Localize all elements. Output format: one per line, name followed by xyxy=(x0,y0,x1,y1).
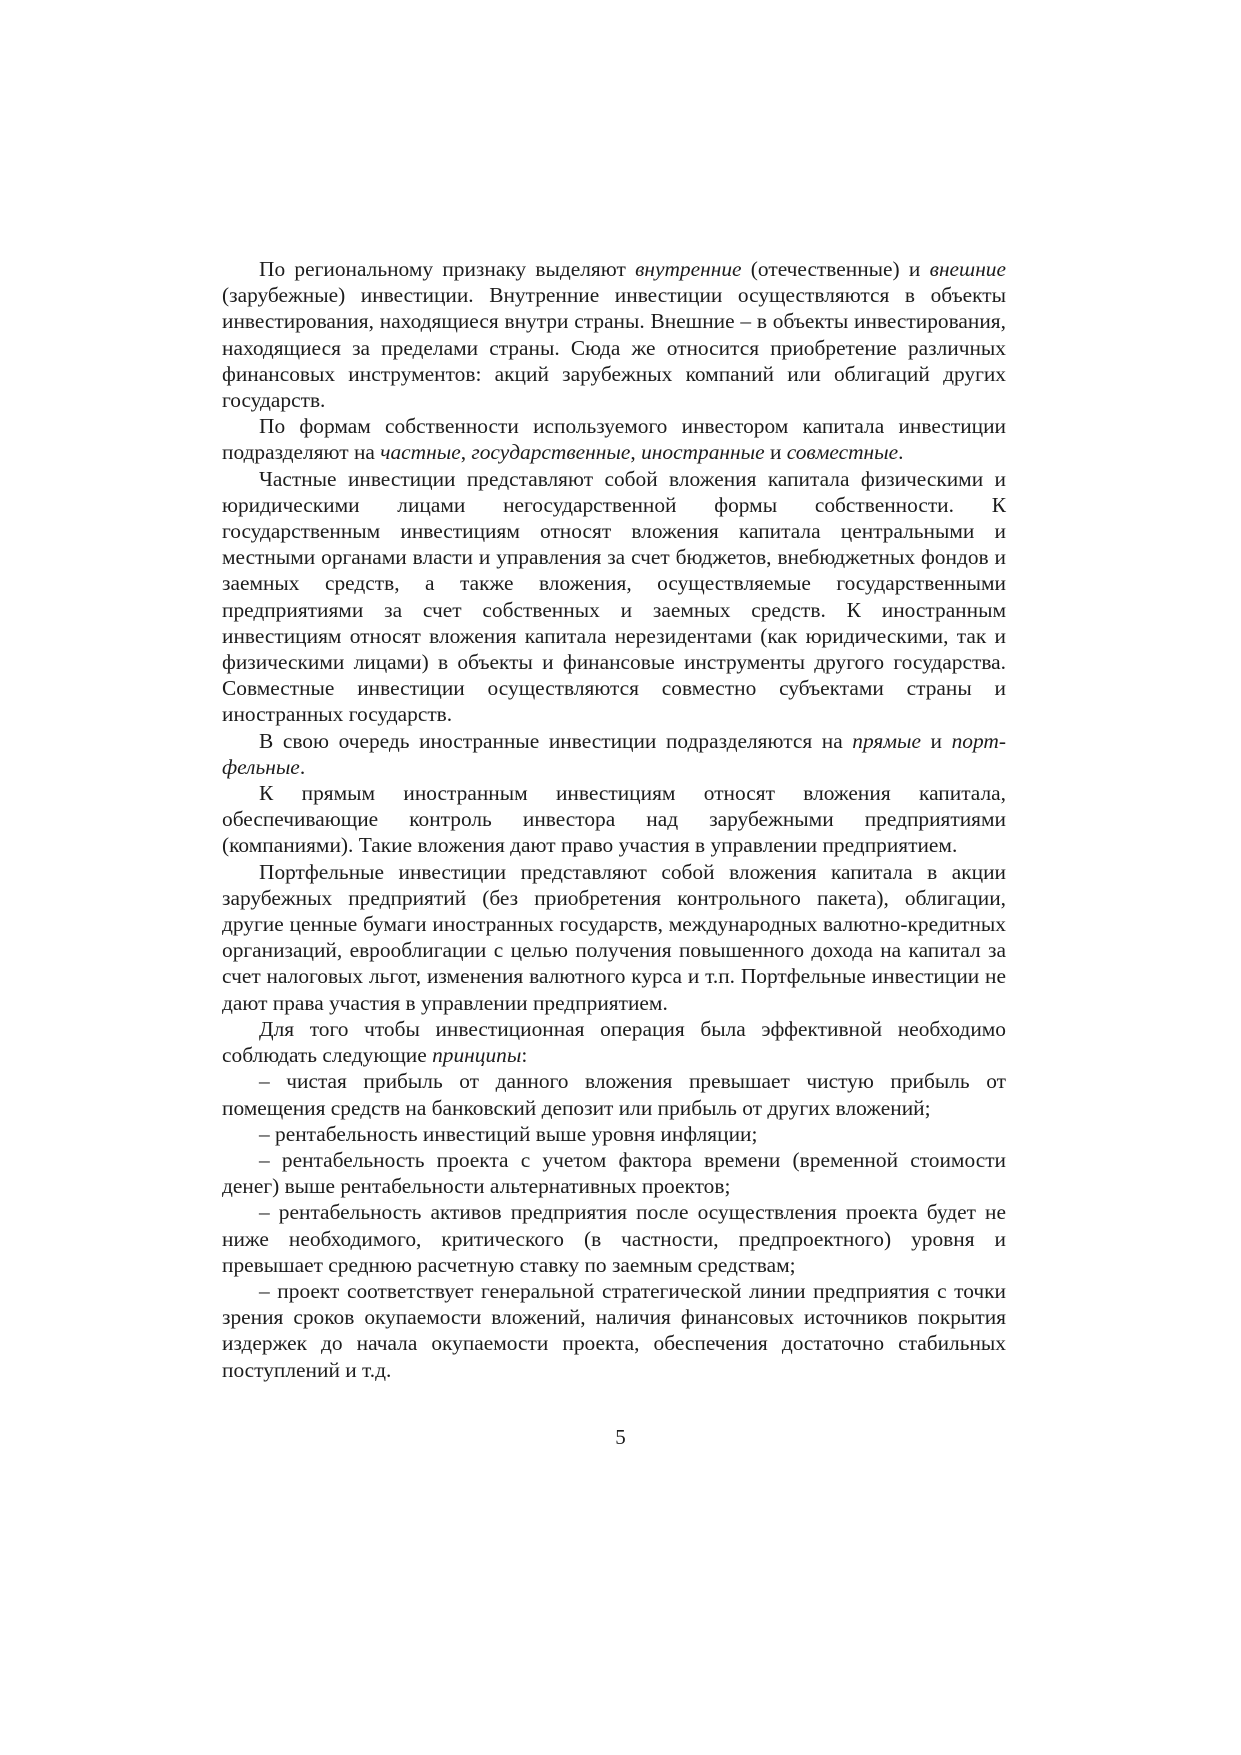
paragraph-private-investments: Частные инвестиции представляют собой вложения капитала физическими и юридическими лицами негосударственной формы собственности. К государственным инвестициям относят вложения капитала центральными и местными органами власти и управления за счет бюджетов, внебюджетных фондов и заемных средств, а также вложения, осуществляемые государственными предприятиями за счет собственных и заемных средств. К иностранным инвестициям относят вложения капитала нерезидентами (как юридическими, так и физическими лицами) в объекты и финансовые инструменты другого государства. Совместные инвестиции осуществляются совместно субъектами страны и иностранных государств. xyxy=(222,466,1006,727)
text-run: По формам собственности используемого инвестором капитала инвестиции подразделяют на xyxy=(222,414,1006,465)
text-run: По региональному признаку выделяют xyxy=(259,257,636,281)
list-item: – чистая прибыль от данного вложения превышает чистую прибыль от помещения средств на банковский депозит или прибыль от других вложений; xyxy=(222,1069,1006,1120)
text-run: (зарубежные) инвестиции. Внутренние инвестиции осуществляются в объекты инвестирования, находящиеся внутри страны. Внешние – в объекты инвестирования, находящиеся за пределами страны. Сюда же относится приобретение различных финансовых инструментов: акций зарубежных компаний или облигаций других государств. xyxy=(222,283,1006,413)
term-private: частные xyxy=(380,440,461,465)
paragraph-ownership-forms xyxy=(222,413,1006,465)
text-run: , xyxy=(630,440,642,465)
paragraph-portfolio-investments: Портфельные инвестиции представляют собой вложения капитала в акции зарубежных предприятий (без приобретения контрольного пакета), облигации, другие ценные бумаги иностранных государств, международных валютно-кредитных организаций, еврооблигации с целью получения повышенного дохода на капитал за счет налоговых льгот, изменения валютного курса и т.п. Портфельные инвестиции не дают права участия в управлении предприятием. xyxy=(222,859,1006,1015)
paragraph-foreign-subdivision xyxy=(222,728,1006,780)
paragraph-principles-intro xyxy=(222,1016,1006,1068)
list-item: – рентабельность активов предприятия после осуществления проекта будет не ниже необходимого, критического (в частности, предпроектного) уровня и превышает среднюю расчетную ставку по заемным средствам; xyxy=(222,1200,1006,1277)
body-text xyxy=(222,256,1006,1383)
term-foreign: иностранные xyxy=(641,440,765,465)
text-run: (отечественные) и xyxy=(741,257,930,281)
text-run: . xyxy=(898,440,904,465)
text-run: : xyxy=(521,1043,528,1068)
term-external: внешние xyxy=(929,257,1006,281)
list-item: – проект соответствует генеральной стратегической линии предприятия с точки зрения сроков окупаемости вложений, наличия финансовых источников покрытия издержек до начала окупаемости проекта, обеспечения достаточно стабильных поступлений и т.д. xyxy=(222,1278,1006,1382)
term-portfolio: портфельные xyxy=(222,728,1006,779)
term-direct: прямые xyxy=(852,728,921,753)
list-item: – рентабельность инвестиций выше уровня инфляции; xyxy=(259,1121,758,1146)
paragraph-regional xyxy=(222,256,1006,413)
list-item: – рентабельность проекта с учетом фактора времени (временной стоимости денег) выше рентабельности альтернативных проектов; xyxy=(222,1147,1006,1199)
text-run: и xyxy=(764,440,787,465)
page-number: 5 xyxy=(615,1425,626,1449)
text-run: Для того чтобы инвестиционная операция была эффективной необходимо соблюдать следующие xyxy=(222,1016,1006,1068)
text-run: В свою очередь иностранные инвестиции подразделяются на xyxy=(259,728,853,753)
term-principles: принципы xyxy=(432,1043,522,1068)
text-run: , xyxy=(460,440,472,465)
term-state: государственные xyxy=(471,440,631,465)
term-internal: внутренние xyxy=(635,257,742,281)
text-run: и xyxy=(920,728,952,753)
paragraph-direct-investments: К прямым иностранным инвестициям относят вложения капитала, обеспечивающие контроль инвестора над зарубежными предприятиями (компаниями). Такие вложения дают право участия в управлении предприятием. xyxy=(222,781,1006,858)
text-run: . xyxy=(299,754,306,779)
term-joint: совместные xyxy=(786,440,899,465)
